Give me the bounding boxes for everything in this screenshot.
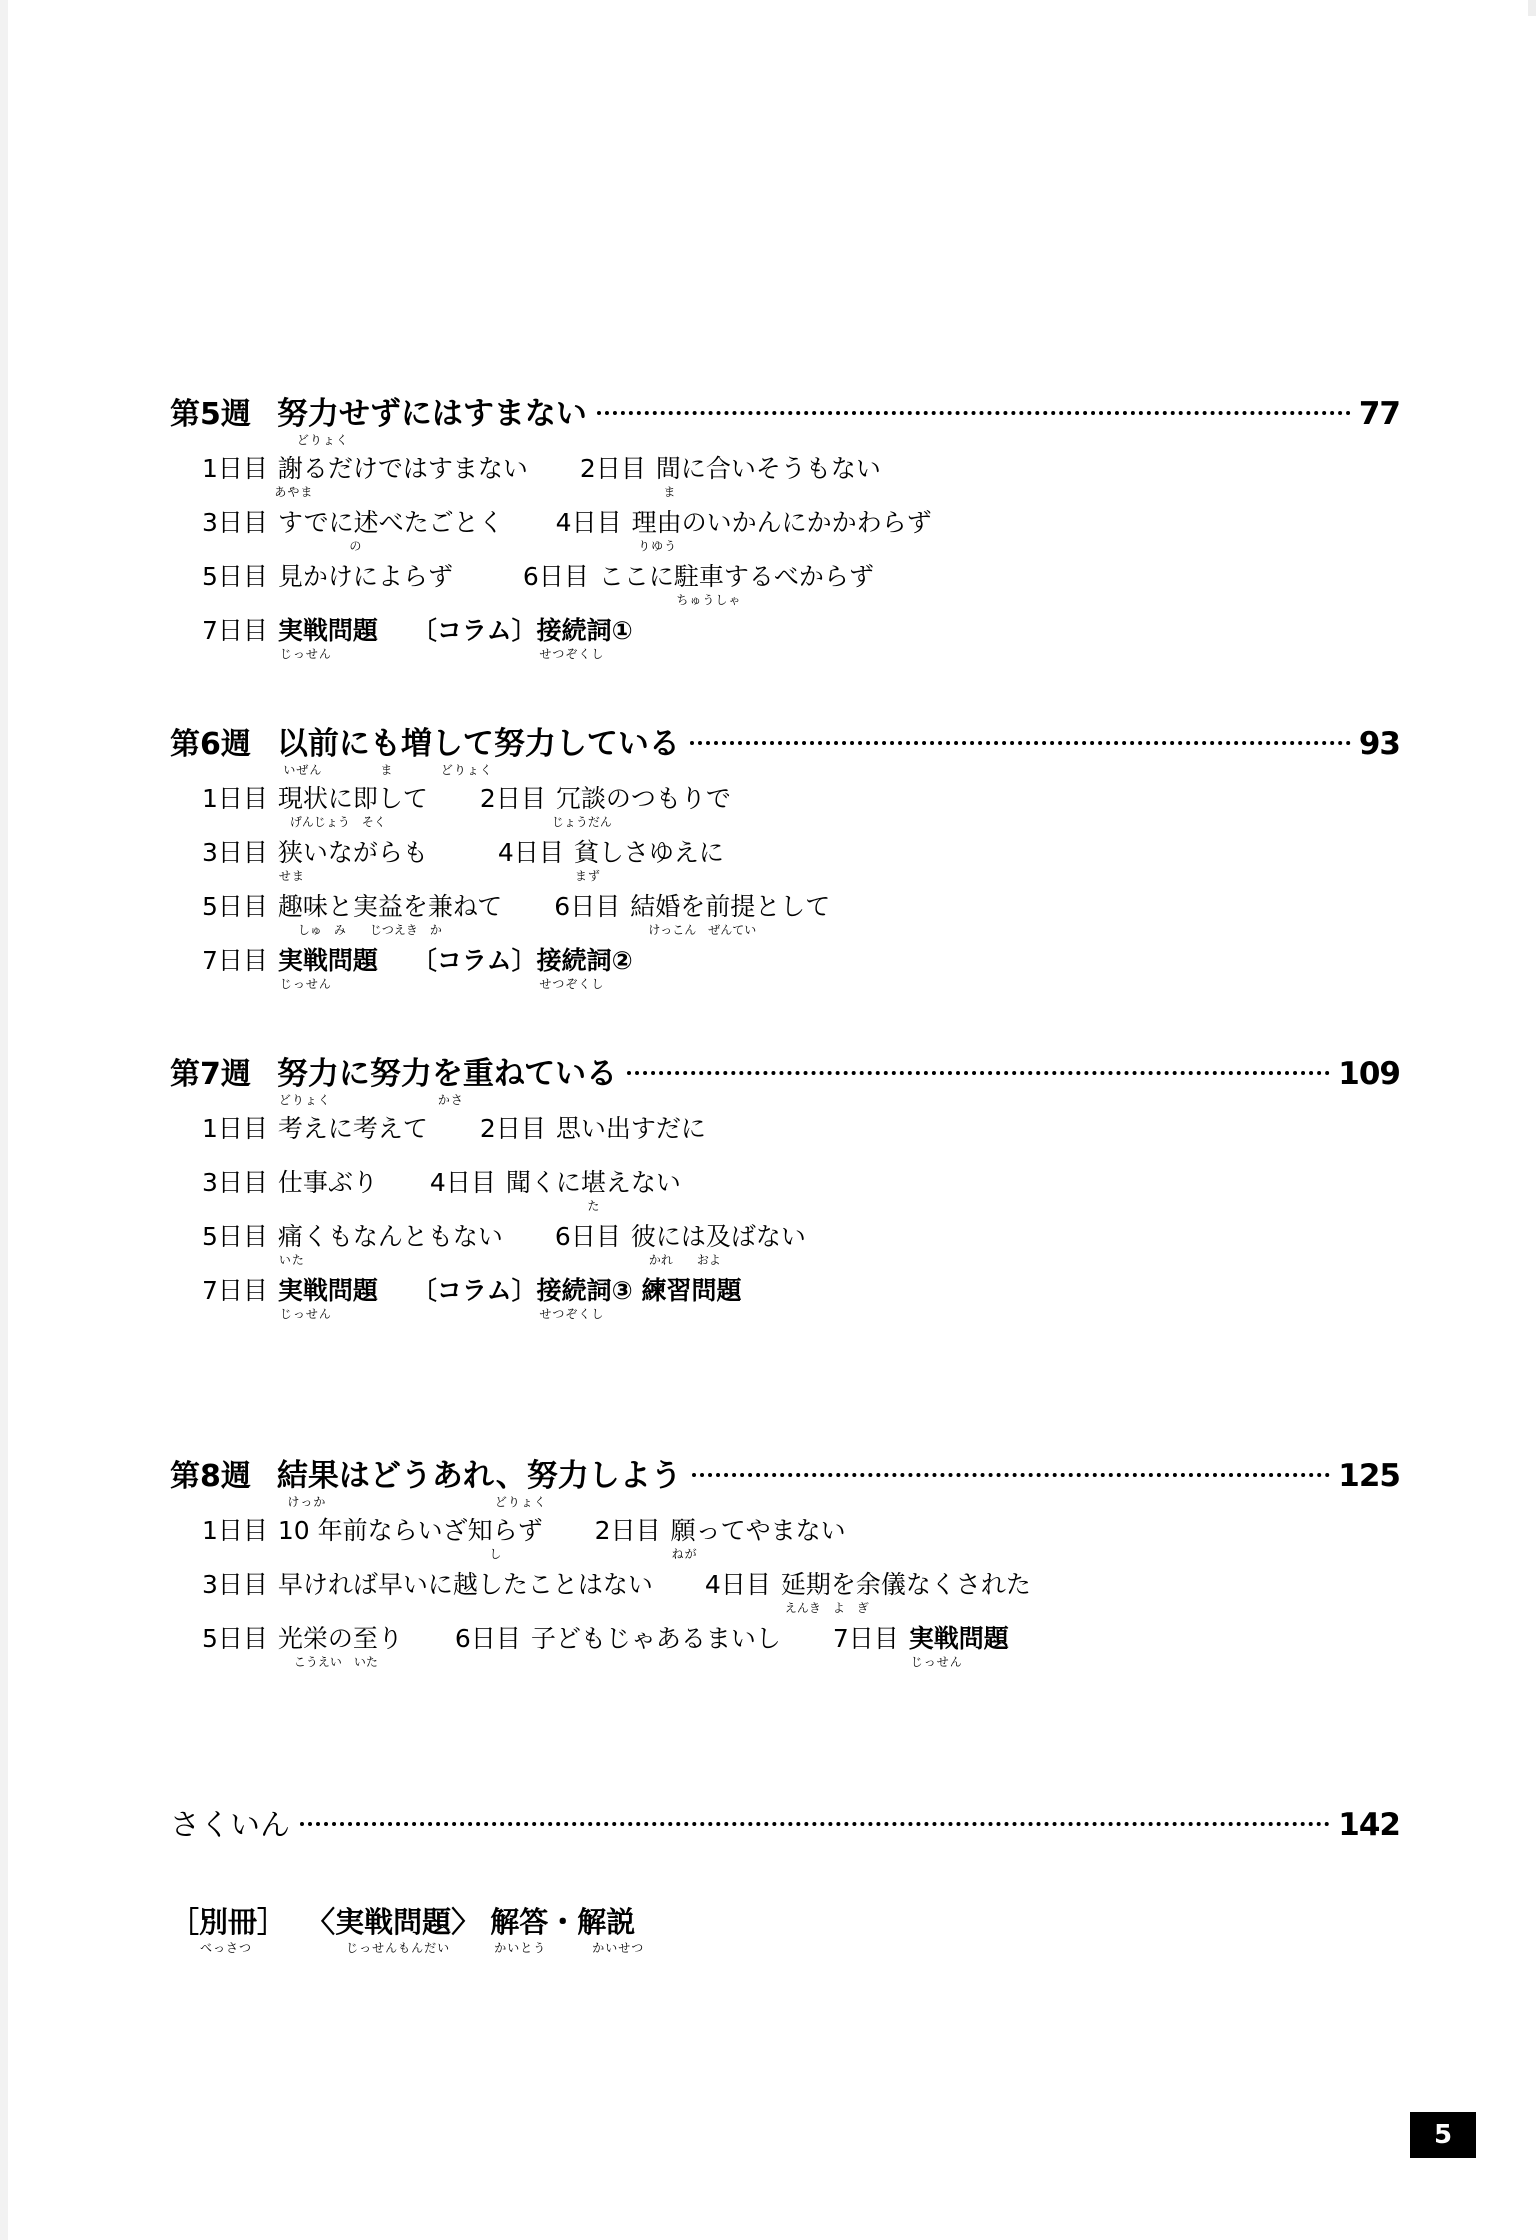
week-label: 第5週 [170,397,251,432]
appendix-title-1-ruby: じっせんもんだい [346,1941,451,1955]
day-number: 6日目 [554,1222,621,1251]
day-title: 狭いながらも [277,838,428,867]
week-title-text: 努力せずにはすまない [276,396,587,432]
day-number: 6日目 [522,562,589,591]
day-row[interactable] [202,1271,1400,1321]
day-title: 間に合いそうもない [655,454,881,483]
day-number: 5日目 [202,1624,268,1653]
day-title-ruby: あやま [274,485,314,499]
day-title-ruby: いた [278,1253,305,1267]
day-number: 1日目 [202,784,268,813]
day-list-5 [170,449,1400,661]
week-block-8 [170,1450,1400,1673]
day-number: 7日目 [202,1276,268,1305]
day-number: 5日目 [202,892,268,921]
day-number: 2日目 [579,454,646,483]
week-heading-6[interactable] [170,718,1400,777]
week-title-ruby-2: かさ [437,1093,464,1107]
day-number: 7日目 [202,946,268,975]
week-title-ruby-1: どりょく [278,1093,331,1107]
day-title: 聞くに堪えない [505,1168,681,1197]
day-title: 痛くもなんともない [277,1222,503,1251]
index-label: さくいん [170,1808,290,1843]
week-title-text: 以前にも増して努力している [276,726,680,762]
day-title-ruby: けっこん ぜんてい [648,923,757,937]
day-title: 冗談のつもりで [555,784,731,813]
day-number: 1日目 [202,1114,268,1143]
day-title: 実戦問題 [277,616,378,645]
week-title-ruby-1: けっか [287,1495,327,1509]
week-block-6 [170,718,1400,995]
appendix-title-2: 解答・解説 [490,1905,636,1939]
day-number: 6日目 [554,892,621,921]
day-title: すでに述べたごとく [277,508,504,537]
day-row[interactable] [202,449,1400,499]
day-row[interactable] [202,887,1400,937]
week-title [276,1048,618,1107]
day-number: 7日目 [202,616,268,645]
day-number: 5日目 [202,1222,268,1251]
index-page-number[interactable]: 142 [1338,1807,1400,1843]
leader-dots [300,1822,1330,1826]
day-title-ruby: た [587,1199,601,1213]
week-title [276,1450,682,1509]
day-number: 6日目 [454,1624,521,1653]
day-number: 1日目 [202,1516,268,1545]
appendix-entry[interactable] [170,1900,645,1955]
day-row[interactable] [202,1109,1400,1145]
day-list-7 [170,1109,1400,1321]
day-row[interactable] [202,557,1400,607]
day-title-ruby: ま [663,485,677,499]
day-number: 3日目 [202,1570,268,1599]
column-label: 〔コラム〕接続詞① [411,616,633,645]
day-title: 結婚を前提として [630,892,831,921]
day-title: 謝るだけではすまない [277,454,528,483]
appendix-bracket: ［別冊］ [170,1905,287,1939]
appendix-title-2-ruby-2: かいせつ [592,1941,645,1955]
day-title: 貧しさゆえに [573,838,724,867]
leader-dots [692,1473,1331,1477]
week-heading-8[interactable] [170,1450,1400,1509]
day-title: 願ってやまない [670,1516,846,1545]
day-title-ruby: こうえい いた [293,1655,378,1669]
week-label: 第8週 [170,1459,251,1494]
day-row[interactable] [202,1217,1400,1267]
leader-dots [597,411,1351,415]
day-title: 趣味と実益を兼ねて [277,892,503,921]
week-page-number[interactable]: 125 [1338,1458,1400,1494]
day-title-ruby: ちゅうしゃ [676,593,742,607]
day-title-ruby: じっせん [279,977,332,991]
day-title-ruby: げんじょう そく [289,815,386,829]
day-row[interactable] [202,1565,1400,1615]
week-title-ruby-2: ま [380,763,394,777]
week-page-number[interactable]: 93 [1358,726,1400,762]
week-label: 第6週 [170,727,251,762]
day-row[interactable] [202,1511,1400,1561]
day-row[interactable] [202,941,1400,991]
week-page-number[interactable]: 77 [1358,396,1400,432]
leader-dots [690,741,1351,745]
day-title-ruby: せま [278,869,305,883]
day-number: 4日目 [555,508,622,537]
day-number: 4日目 [497,838,564,867]
day-title-ruby: まず [574,869,601,883]
day-number: 4日目 [704,1570,771,1599]
week-title-text: 結果はどうあれ、努力しよう [276,1458,682,1494]
day-row[interactable] [202,611,1400,661]
day-title: 現状に即して [277,784,428,813]
day-title-ruby: りゆう [638,539,678,553]
day-number: 3日目 [202,1168,268,1197]
day-title-ruby: えんき よ ぎ [784,1601,869,1615]
day-number: 2日目 [594,1516,661,1545]
week-block-7 [170,1048,1400,1325]
day-row[interactable] [202,1619,1400,1669]
week-block-5 [170,388,1400,665]
day-title: ここに駐車するべからず [598,562,874,591]
day-title-ruby: じょうだん [551,815,612,829]
week-title-ruby-2: どりょく [494,1495,547,1509]
day-title: 子どもじゃあるまいし [530,1624,781,1653]
day-title-ruby: じっせん [279,1307,332,1321]
week-title [276,718,680,777]
day-title: 見かけによらず [277,562,453,591]
column-ruby: せつぞくし [539,977,605,991]
week-title-ruby: どりょく [296,433,349,447]
column-ruby: せつぞくし [539,1307,605,1321]
column-label: 〔コラム〕接続詞③ 練習問題 [411,1276,742,1305]
day-list-6 [170,779,1400,991]
day-title: 理由のいかんにかかわらず [631,508,932,537]
day-title-ruby: しゅ み じつえき か [297,923,442,937]
day-title: 実戦問題 [277,1276,378,1305]
week-title-text: 努力に努力を重ねている [276,1056,618,1092]
day-number: 3日目 [202,838,268,867]
day-title-ruby: じっせん [910,1655,963,1669]
day-number: 7日目 [832,1624,899,1653]
day-list-8 [170,1511,1400,1669]
day-row[interactable] [202,1163,1400,1213]
day-title: 実戦問題 [908,1624,1009,1653]
week-page-number[interactable]: 109 [1338,1056,1400,1092]
week-title-ruby-1: いぜん [283,763,323,777]
week-heading-7[interactable] [170,1048,1400,1107]
week-heading-5[interactable] [170,388,1400,447]
day-title: 思い出すだに [555,1114,706,1143]
appendix-title-1: 〈実戦問題〉 [306,1905,481,1939]
week-title-ruby-3: どりょく [440,763,493,777]
page-folio: 5 [1410,2112,1476,2158]
day-number: 2日目 [479,1114,546,1143]
day-number: 1日目 [202,454,268,483]
day-title: 考えに考えて [277,1114,428,1143]
day-title-ruby: し [489,1547,503,1561]
day-title: 光栄の至り [277,1624,403,1653]
day-row[interactable] [202,779,1400,829]
column-ruby: せつぞくし [539,647,605,661]
day-number: 3日目 [202,508,268,537]
day-title: 仕事ぶり [277,1168,378,1197]
day-title-ruby: ねが [671,1547,698,1561]
day-row[interactable] [202,503,1400,553]
week-label: 第7週 [170,1057,251,1092]
day-title: 彼には及ばない [630,1222,806,1251]
day-number: 2日目 [479,784,546,813]
day-title-ruby: かれ およ [648,1253,721,1267]
day-title: 早ければ早いに越したことはない [277,1570,653,1599]
leader-dots [627,1071,1330,1075]
day-title-ruby: じっせん [279,647,332,661]
column-label: 〔コラム〕接続詞② [411,946,633,975]
day-title: 延期を余儀なくされた [780,1570,1031,1599]
index-entry[interactable] [170,1800,1400,1844]
appendix-title-2-ruby-1: かいとう [494,1941,547,1955]
day-title: 10 年前ならいざ知らず [277,1516,543,1545]
day-title-ruby: の [349,539,363,553]
day-number: 4日目 [429,1168,496,1197]
week-title [276,388,587,447]
day-title: 実戦問題 [277,946,378,975]
day-row[interactable] [202,833,1400,883]
appendix-bracket-ruby: べっさつ [199,1941,253,1955]
day-number: 5日目 [202,562,268,591]
